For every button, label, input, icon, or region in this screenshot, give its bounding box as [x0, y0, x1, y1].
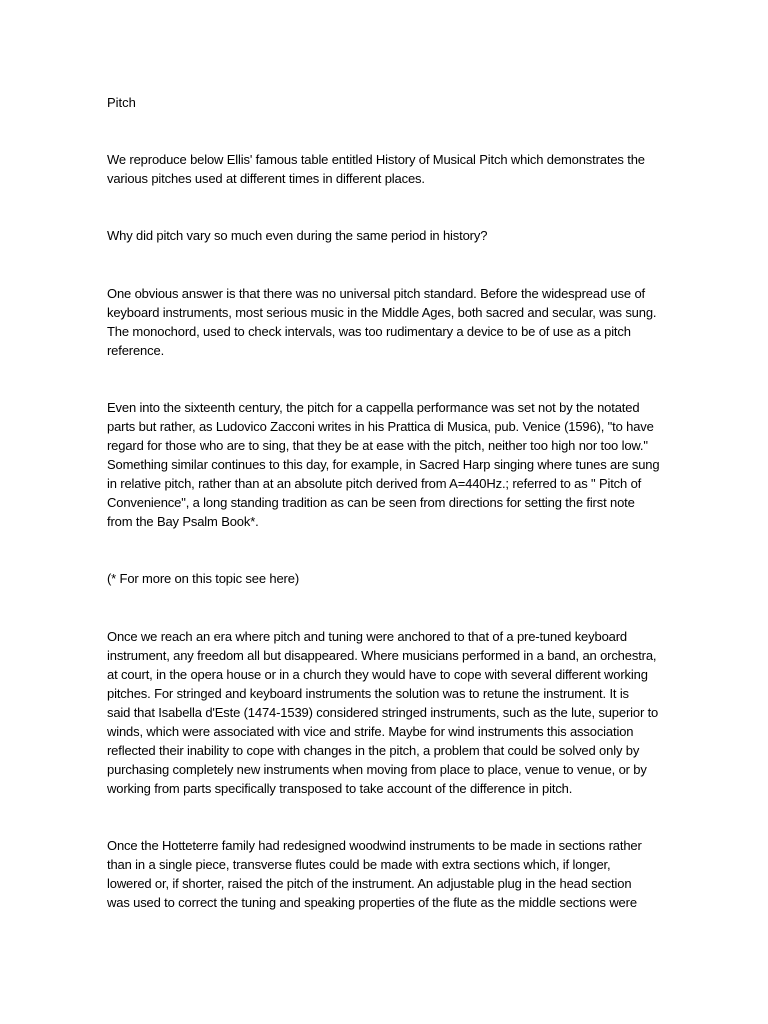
paragraph-intro [107, 150, 667, 188]
paragraph-line: from the Bay Psalm Book*. [107, 514, 259, 529]
page-title: Pitch [107, 95, 136, 110]
paragraph-line: Once the Hotteterre family had redesigned woodwind instruments to be made in sections rather [107, 838, 642, 853]
paragraph-question [107, 226, 667, 245]
paragraph-line: (* For more on this topic see here) [107, 571, 299, 586]
paragraph-footnote [107, 569, 667, 588]
paragraph-line: keyboard instruments, most serious music in the Middle Ages, both sacred and secular, was sung. [107, 305, 657, 320]
paragraph-line: Even into the sixteenth century, the pitch for a cappella performance was set not by the notated [107, 400, 640, 415]
paragraph-line: said that Isabella d'Este (1474-1539) considered stringed instruments, such as the lute, superior to [107, 705, 659, 720]
paragraph-line: purchasing completely new instruments when moving from place to place, venue to venue, or by [107, 762, 647, 777]
paragraph-line: One obvious answer is that there was no universal pitch standard. Before the widespread use of [107, 286, 645, 301]
paragraph-line: pitches. For stringed and keyboard instruments the solution was to retune the instrument. It is [107, 686, 629, 701]
paragraph-line: The monochord, used to check intervals, was too rudimentary a device to be of use as a pitch [107, 324, 631, 339]
paragraph-line: We reproduce below Ellis' famous table entitled History of Musical Pitch which demonstrates the [107, 152, 645, 167]
paragraph-line: Once we reach an era where pitch and tuning were anchored to that of a pre-tuned keyboard [107, 629, 627, 644]
paragraph-line: various pitches used at different times in different places. [107, 171, 425, 186]
paragraph-hotteterre [107, 836, 667, 912]
paragraph-line: winds, which were associated with vice and strife. Maybe for wind instruments this association [107, 724, 634, 739]
paragraph-line: reflected their inability to cope with changes in the pitch, a problem that could be solved only by [107, 743, 640, 758]
paragraph-line: reference. [107, 343, 165, 358]
paragraph-line: instrument, any freedom all but disappeared. Where musicians performed in a band, an orchestra, [107, 648, 657, 663]
paragraph-line: lowered or, if shorter, raised the pitch of the instrument. An adjustable plug in the head section [107, 876, 632, 891]
paragraph-line: regard for those who are to sing, that they be at ease with the pitch, neither too high nor too low." [107, 438, 648, 453]
paragraph-line: Convenience", a long standing tradition as can be seen from directions for setting the first note [107, 495, 635, 510]
paragraph-line: at court, in the opera house or in a church they would have to cope with several different working [107, 667, 648, 682]
paragraph-sixteenth-century [107, 398, 667, 531]
paragraph-line: Something similar continues to this day, for example, in Sacred Harp singing where tunes are sung [107, 457, 660, 472]
paragraph-line: than in a single piece, transverse flutes could be made with extra sections which, if longer, [107, 857, 611, 872]
paragraph-line: was used to correct the tuning and speaking properties of the flute as the middle sections were [107, 895, 637, 910]
paragraph-universal-standard [107, 284, 667, 360]
paragraph-line: Why did pitch vary so much even during the same period in history? [107, 228, 488, 243]
paragraph-line: in relative pitch, rather than at an absolute pitch derived from A=440Hz.; referred to as " Pitch of [107, 476, 642, 491]
paragraph-line: working from parts specifically transposed to take account of the difference in pitch. [107, 781, 573, 796]
paragraph-line: parts but rather, as Ludovico Zacconi writes in his Prattica di Musica, pub. Venice (1596), "to have [107, 419, 654, 434]
paragraph-keyboard-era [107, 627, 667, 798]
